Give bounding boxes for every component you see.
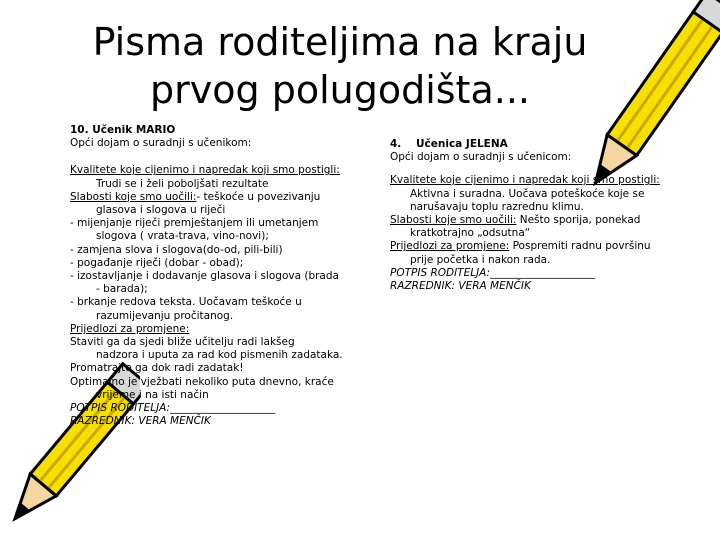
left-student: 10. Učenik MARIO (70, 124, 176, 136)
left-qualities-label: Kvalitete koje cijenimo i napredak koji smo postigli: (70, 164, 340, 177)
right-number: 4. (390, 138, 402, 150)
right-qualities-label: Kvalitete koje cijenimo i napredak koji smo postigli: (390, 174, 660, 187)
left-weak-line: - zamjena slova i slogova(do-od, pili-bili) (70, 243, 283, 256)
left-signature: POTPIS RODITELJA:____________________ (70, 402, 276, 415)
slide-title (60, 18, 620, 114)
left-weak-line: - pogađanje riječi (dobar - obad); (70, 256, 244, 269)
left-weak-line: - izostavljanje i dodavanje glasova i slogova (brada (70, 270, 339, 283)
left-teacher: RAZREDNIK: VERA MENČIK (70, 415, 211, 428)
left-weak-line: razumijevanju pročitanog. (96, 309, 234, 322)
left-weak-line: - brkanje redova teksta. Uočavam teškoće u (70, 296, 302, 309)
left-weak-line: - mijenjanje riječi premještanjem ili umetanjem (70, 217, 319, 230)
right-signature: POTPIS RODITELJA:____________________ (390, 266, 596, 279)
left-suggest-line: vrijeme i na isti način (96, 388, 209, 401)
left-suggest-line: Staviti ga da sjedi bliže učitelju radi lakšeg (70, 336, 295, 349)
left-qualities-text: Trudi se i želi poboljšati rezultate (96, 177, 269, 190)
right-weak-label: Slabosti koje smo uočili: (390, 214, 517, 227)
left-letter (70, 124, 380, 428)
left-suggest-line: Promatrajte ga dok radi zadatak! (70, 362, 244, 375)
title-line-1: Pisma roditeljima na kraju (92, 20, 588, 64)
right-weak-text: Nešto sporija, ponekad (516, 214, 641, 227)
left-weak-line: slogova ( vrata-trava, vino-novi); (96, 230, 269, 243)
title-line-2: prvog polugodišta... (150, 68, 530, 112)
right-suggest-label: Prijedlozi za promjene: (390, 240, 510, 253)
right-suggest-text: Pospremiti radnu površinu (509, 240, 651, 253)
left-suggest-label: Prijedlozi za promjene: (70, 322, 190, 335)
left-weak-line: glasova i slogova u riječi (96, 204, 226, 217)
left-weak-first: - teškoće u povezivanju (196, 190, 321, 203)
right-weak-cont: kratkotrajno „odsutna“ (410, 227, 531, 240)
right-student: Učenica JELENA (416, 138, 508, 150)
left-weak-label: Slabosti koje smo uočili: (70, 190, 197, 203)
right-qualities-line: narušavaju toplu razrednu klimu. (410, 200, 584, 213)
left-weak-line: - barada); (96, 283, 148, 296)
right-teacher: RAZREDNIK: VERA MENČIK (390, 280, 531, 293)
right-impression: Opći dojam o suradnji s učenicom: (390, 151, 572, 164)
left-suggest-line: Optimalno je vježbati nekoliko puta dnevno, kraće (70, 375, 334, 388)
right-suggest-cont: prije početka i nakon rada. (410, 253, 551, 266)
left-suggest-line: nadzora i uputa za rad kod pismenih zadataka. (96, 349, 343, 362)
right-qualities-line: Aktivna i suradna. Uočava poteškoće koje se (410, 187, 645, 200)
right-letter (390, 138, 690, 293)
left-impression: Opći dojam o suradnji s učenikom: (70, 137, 252, 150)
